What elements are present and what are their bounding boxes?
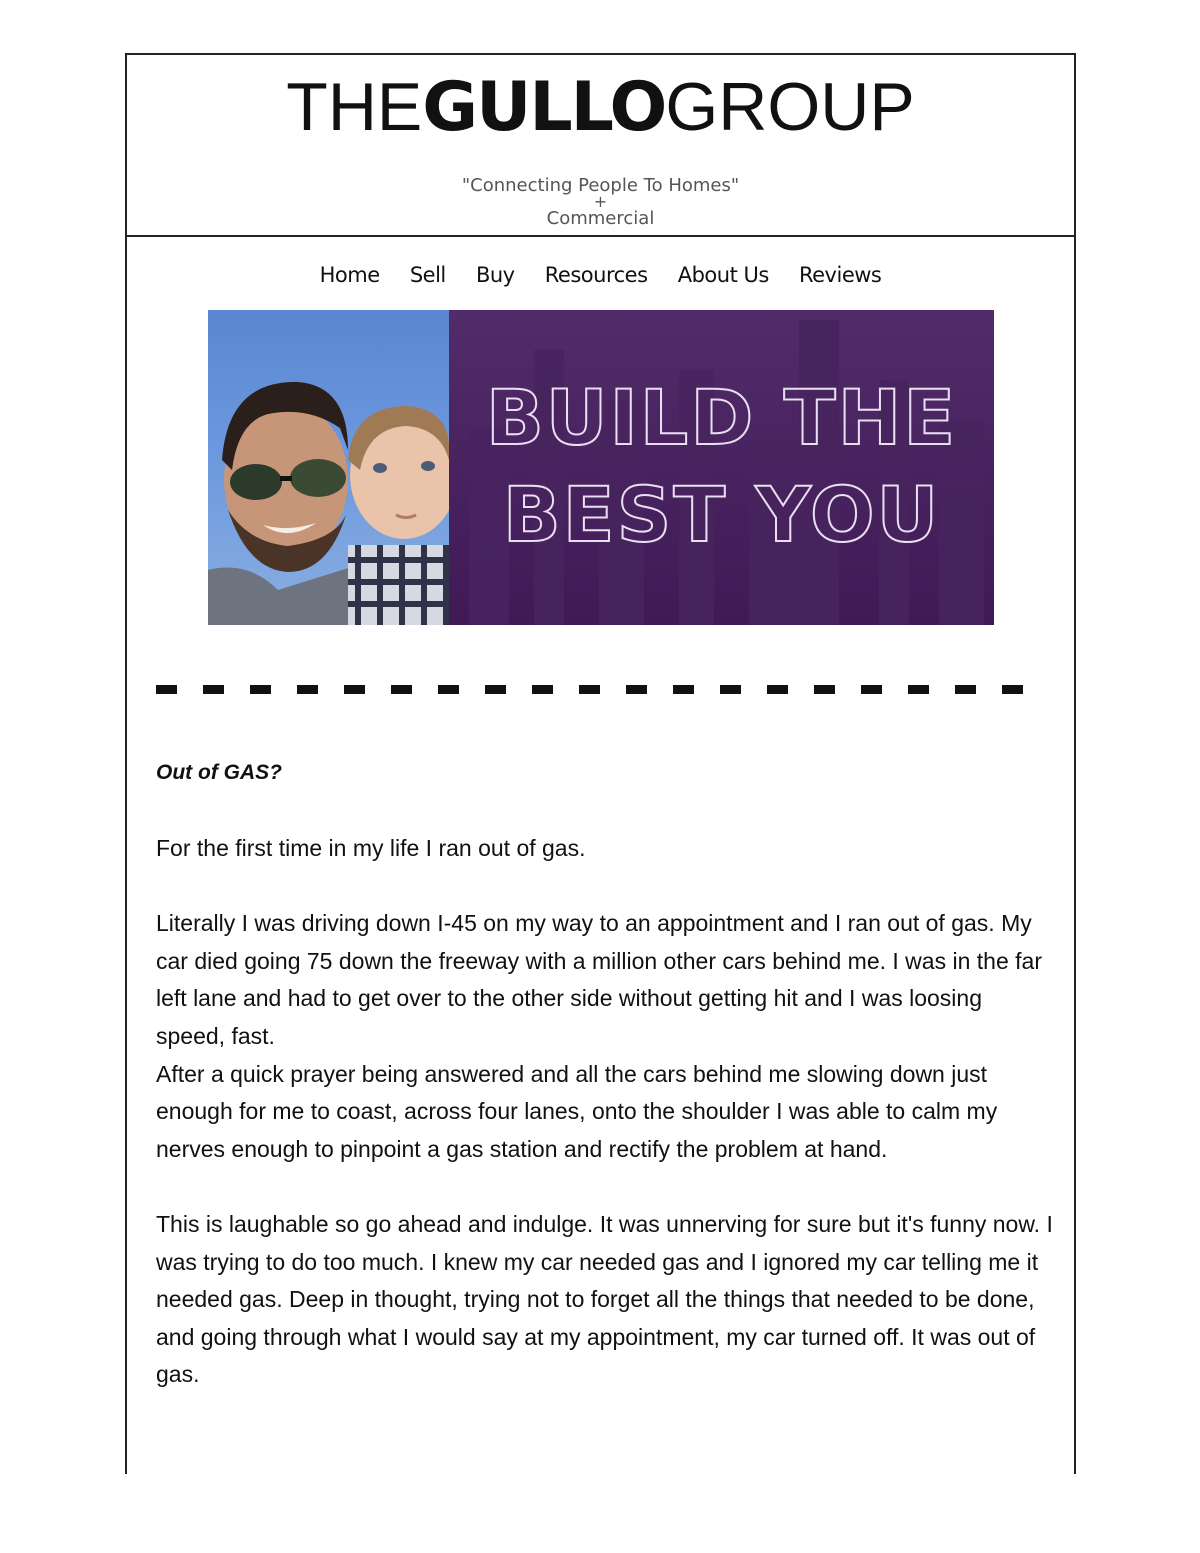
dashed-divider bbox=[156, 685, 1049, 694]
article-paragraph-1: For the first time in my life I ran out of gas. bbox=[156, 835, 586, 861]
logo[interactable] bbox=[127, 55, 1074, 147]
newsletter-frame bbox=[125, 53, 1076, 1474]
main-nav bbox=[127, 263, 1074, 287]
article-paragraph-2a: Literally I was driving down I-45 on my way to an appointment and I ran out of gas. My car died going 75 down the freeway with a million other cars behind me. I was in the far left lane and had to get over to the other side without getting hit and I was loosing speed, fast. bbox=[156, 910, 1042, 1049]
tagline-line1: "Connecting People To Homes" bbox=[461, 175, 740, 196]
article-paragraph-2b: After a quick prayer being answered and all the cars behind me slowing down just enough for me to coast, across four lanes, onto the shoulder I was able to calm my nerves enough to pinpoint a gas station and rectify the problem at hand. bbox=[156, 1060, 998, 1162]
banner-promo bbox=[449, 310, 994, 625]
nav-sell[interactable]: Sell bbox=[409, 263, 446, 287]
header bbox=[127, 55, 1074, 237]
logo-the: THE bbox=[286, 69, 423, 145]
nav-about-us[interactable]: About Us bbox=[677, 263, 769, 287]
hero-banner[interactable] bbox=[208, 310, 994, 625]
tagline-plus: + bbox=[593, 192, 608, 211]
article-title: Out of GAS? bbox=[156, 761, 282, 784]
nav-reviews[interactable]: Reviews bbox=[798, 263, 882, 287]
tagline bbox=[127, 176, 1074, 228]
nav-home[interactable]: Home bbox=[319, 263, 380, 287]
logo-gullo: GULLO bbox=[422, 68, 666, 147]
article-body bbox=[156, 758, 1056, 1432]
logo-group: GROUP bbox=[665, 69, 915, 145]
tagline-line2: Commercial bbox=[546, 208, 655, 229]
father-son-photo-illustration bbox=[208, 310, 449, 625]
banner-photo bbox=[208, 310, 449, 625]
article-paragraph-3: This is laughable so go ahead and indulge. It was unnerving for sure but it's funny now. I was trying to do too much. I knew my car needed gas and I ignored my car telling me it needed gas. Deep in thought, trying not to forget all the things that needed to be done, and going through what I would say at my appointment, my car turned off. It was out of gas. bbox=[156, 1210, 1053, 1388]
skyline-background bbox=[449, 310, 994, 625]
banner-headline-line1: BUILD THE bbox=[485, 373, 958, 462]
nav-buy[interactable]: Buy bbox=[475, 263, 515, 287]
nav-resources[interactable]: Resources bbox=[544, 263, 648, 287]
banner-headline-line2: BEST YOU bbox=[502, 470, 941, 559]
